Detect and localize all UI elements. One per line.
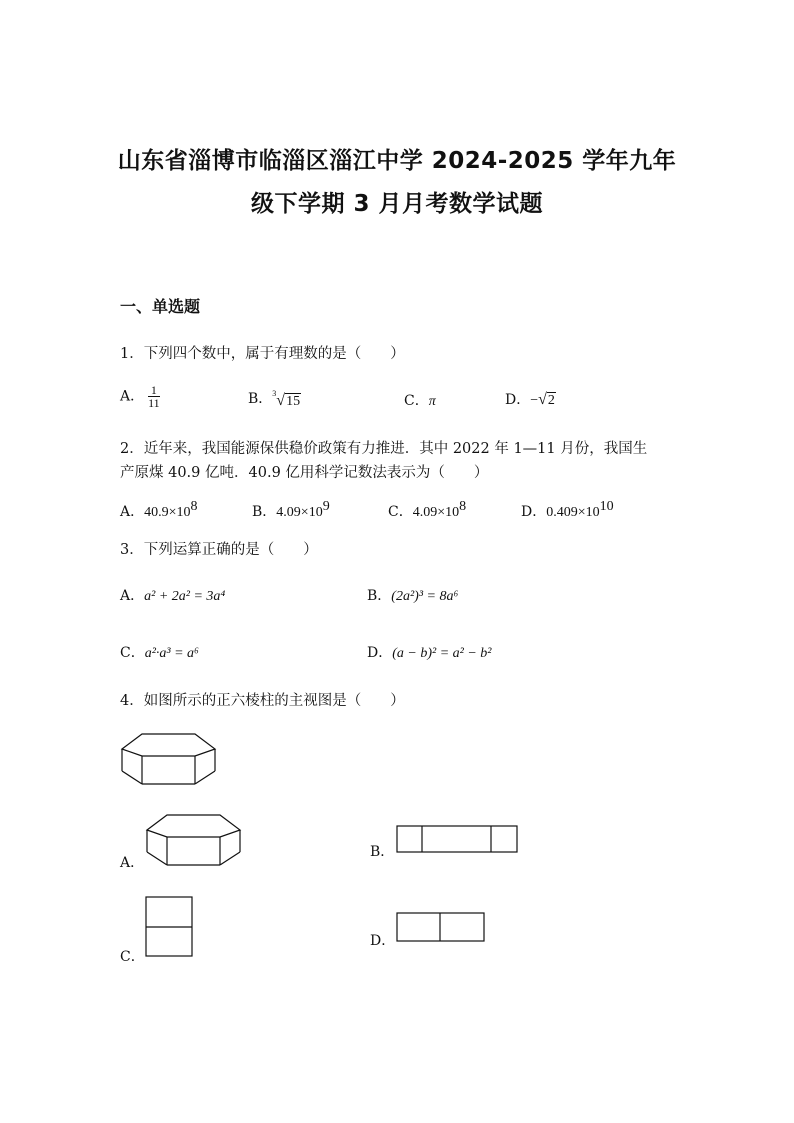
question-4-option-d-label: D．	[370, 933, 396, 949]
question-4-option-b-label: B．	[370, 844, 395, 860]
fraction-numerator: 1	[148, 384, 160, 397]
option-a-prism-figure	[145, 811, 241, 867]
sci-notation-exponent: 10	[599, 499, 614, 514]
pi-symbol: π	[428, 394, 436, 409]
question-2-option-a	[120, 499, 198, 521]
question-3-stem: 3．下列运算正确的是（ ）	[120, 542, 318, 558]
sci-notation-base: 0.409×10	[546, 505, 600, 520]
sci-notation-exponent: 8	[459, 499, 467, 514]
option-label: A．	[120, 588, 145, 604]
option-label: A．	[120, 388, 145, 405]
option-label: D．	[367, 645, 393, 661]
sci-notation-base: 4.09×10	[412, 505, 460, 520]
section-heading: 一、单选题	[120, 297, 201, 316]
option-label: B．	[367, 588, 392, 604]
radicand: 15	[286, 393, 301, 409]
root-index: 3	[272, 388, 277, 398]
document-title-line-1: 山东省淄博市临淄区淄江中学 2024-2025 学年九年	[117, 148, 677, 174]
sci-notation-base: 4.09×10	[276, 505, 323, 520]
question-4-option-a-label: A．	[120, 855, 145, 871]
hexagonal-prism-figure	[120, 730, 216, 786]
radicand: 2	[547, 393, 555, 408]
option-label: D．	[521, 504, 547, 520]
question-2-option-d	[521, 499, 614, 521]
sci-notation-exponent: 9	[322, 499, 330, 514]
question-1-option-a	[120, 384, 160, 409]
option-label: B．	[252, 504, 277, 520]
math-expression: a² + 2a² = 3a⁴	[144, 589, 226, 604]
cube-root: $^3$√15	[272, 388, 301, 409]
sci-notation-base: 40.9×10	[144, 505, 191, 520]
question-4-stem: 4．如图所示的正六棱柱的主视图是（ ）	[120, 693, 405, 709]
question-4-option-c-label: C．	[120, 949, 145, 965]
question-2-stem-line-2: 产原煤 40.9 亿吨．40.9 亿用科学记数法表示为（ ）	[120, 465, 489, 481]
question-1-stem: 1．下列四个数中，属于有理数的是（ ）	[120, 346, 405, 362]
math-expression: a²·a³ = a⁶	[144, 646, 199, 661]
minus-sign: −	[530, 393, 539, 408]
square-root: √2	[538, 391, 555, 408]
option-c-stacked-rectangles-figure	[145, 896, 193, 958]
option-label: C．	[388, 504, 413, 520]
math-expression: (a − b)² = a² − b²	[392, 646, 492, 661]
document-title-line-2: 级下学期 3 月月考数学试题	[250, 191, 544, 217]
sci-notation-exponent: 8	[190, 499, 198, 514]
fraction-denominator: 11	[148, 396, 160, 410]
question-3-option-b	[367, 585, 458, 605]
option-b-rectangles-figure	[396, 825, 518, 853]
question-2-stem-line-1: 2．近年来，我国能源保供稳价政策有力推进．其中 2022 年 1—11 月份，我国生	[120, 441, 648, 457]
option-label: B．	[248, 391, 273, 407]
question-3-option-a	[120, 585, 225, 605]
option-label: A．	[120, 504, 145, 520]
fraction	[148, 384, 160, 409]
question-2-option-c	[388, 499, 466, 521]
option-label: C．	[404, 393, 429, 409]
option-label: D．	[505, 392, 531, 408]
option-d-rectangles-figure	[396, 912, 485, 942]
option-label: C．	[120, 645, 145, 661]
question-3-option-c	[120, 642, 199, 662]
question-3-option-d	[367, 642, 492, 662]
question-1-option-d	[505, 389, 556, 409]
question-2-option-b	[252, 499, 330, 521]
question-1-option-c	[404, 390, 436, 410]
math-expression: (2a²)³ = 8a⁶	[391, 589, 459, 604]
question-1-option-b	[248, 388, 301, 410]
